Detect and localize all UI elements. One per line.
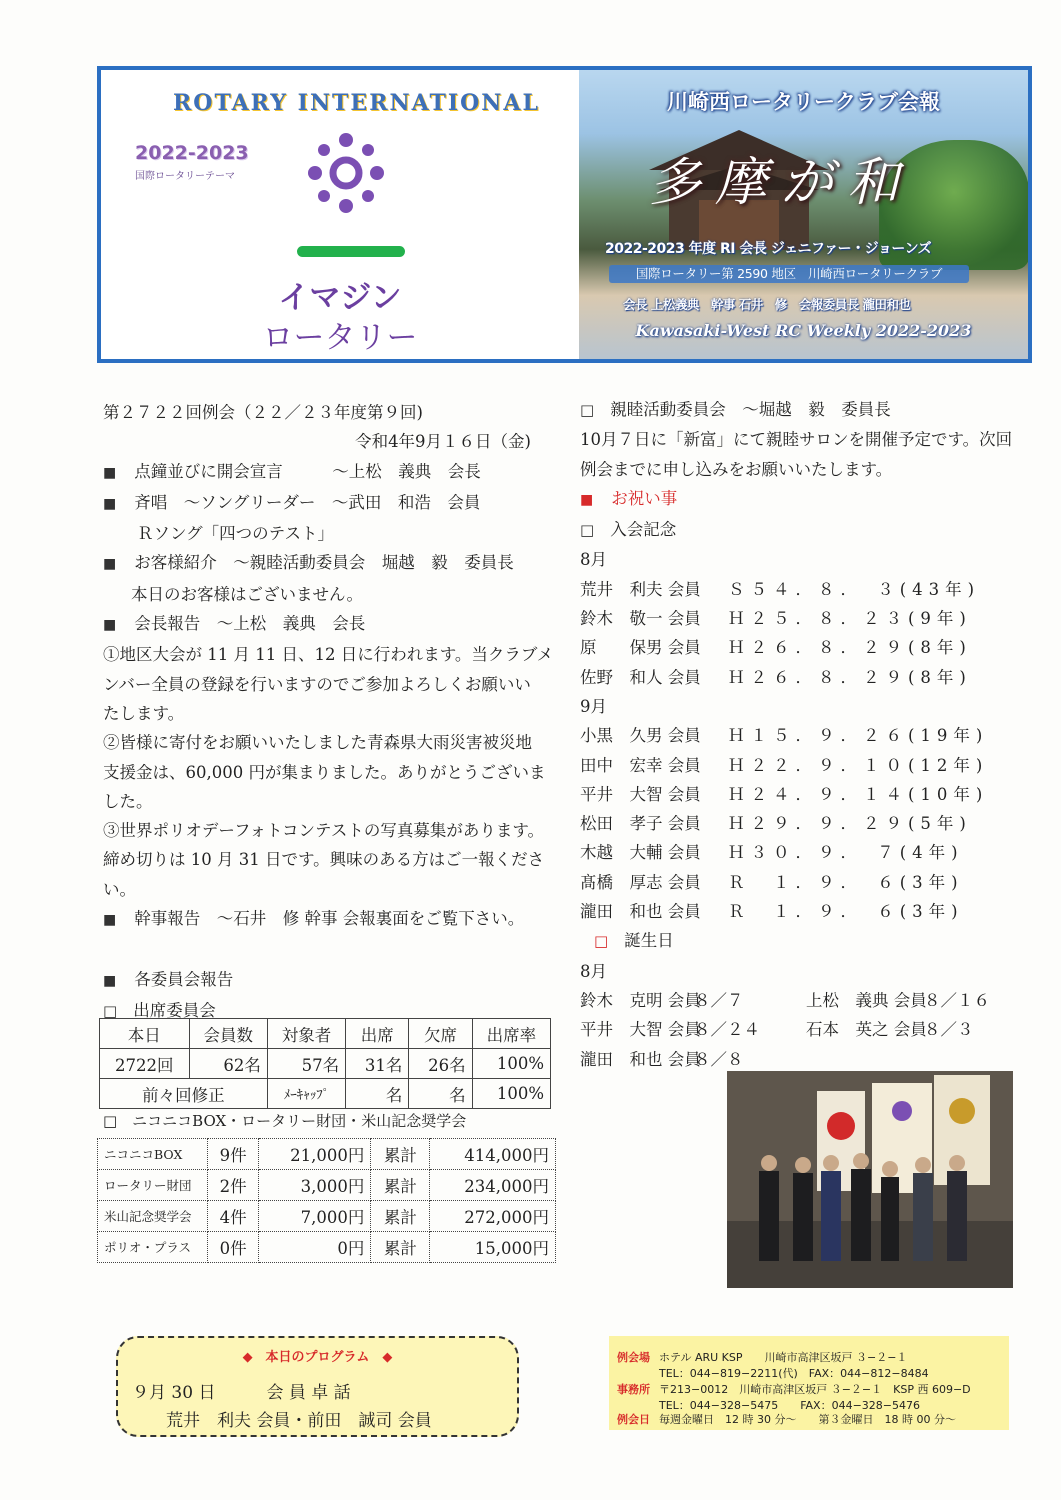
- table-cell: 57名: [267, 1049, 345, 1079]
- meeting-date: 令和4年9月１６日（金): [355, 432, 531, 452]
- table-row: [100, 1079, 551, 1109]
- birthday-heading: □ 誕生日: [580, 926, 1030, 956]
- green-divider: [297, 246, 405, 257]
- celebration-heading: ■ お祝い事: [580, 484, 1030, 515]
- month-label: 8月: [580, 961, 607, 981]
- list-item: [580, 751, 1030, 780]
- list-item: [580, 575, 1030, 604]
- table-header: 出席率: [472, 1019, 550, 1049]
- ri-theme-panel: [101, 70, 579, 359]
- report-line: ③世界ポリオデーフォトコンテストの写真募集があります。: [103, 821, 545, 841]
- birthday-date: ８／７: [694, 990, 744, 1010]
- join-date: Ｈ２４．９．１４(10年): [728, 784, 989, 804]
- list-item: [580, 868, 1030, 897]
- meeting-report: [103, 398, 553, 1026]
- table-cell: 3,000円: [259, 1170, 371, 1201]
- table-cell: 累計: [371, 1139, 430, 1170]
- donation-title: □ ニコニコBOX・ロータリー財団・米山記念奨学会: [103, 1112, 467, 1130]
- anniversary-heading: □ 入会記念: [580, 515, 1030, 545]
- table-cell: 9件: [208, 1139, 259, 1170]
- birthday-date: ８／８: [694, 1049, 744, 1069]
- list-item: [580, 721, 1030, 750]
- table-cell: 米山記念奨学会: [98, 1201, 208, 1232]
- table-cell: 名: [346, 1079, 409, 1109]
- table-cell: 15,000円: [430, 1232, 556, 1263]
- table-cell: 4件: [208, 1201, 259, 1232]
- member-name: 平井 大智 会員: [580, 1020, 701, 1040]
- ri-president-line: 2022-2023 年度 RI 会長 ジェニファー・ジョーンズ: [605, 241, 932, 257]
- report-line: 支援金は、60,000 円が集まりました。ありがとうございま: [103, 762, 546, 782]
- table-cell: 累計: [371, 1232, 430, 1263]
- table-cell: 前々回修正: [100, 1079, 268, 1109]
- agenda-subitem: 本日のお客様はございません。: [131, 584, 363, 604]
- agenda-item: ■ 幹事報告 ～石井 修 幹事 会報裏面をご覧下さい。: [103, 904, 553, 935]
- table-row: [98, 1201, 556, 1232]
- list-item: [580, 838, 1030, 867]
- table-cell: 414,000円: [430, 1139, 556, 1170]
- join-date: Ｈ１５．９．２６(19年): [728, 726, 989, 746]
- table-header: 欠席: [409, 1019, 472, 1049]
- club-banner: [579, 70, 1028, 359]
- member-name: 平井 大智 会員: [580, 784, 701, 804]
- list-item: [580, 1015, 1030, 1044]
- table-cell: 31名: [346, 1049, 409, 1079]
- report-line: した。: [103, 791, 153, 811]
- program-date: ９月 30 日 会 員 卓 話: [132, 1383, 351, 1403]
- table-cell: 2722回: [100, 1049, 190, 1079]
- ri-years: 2022-2023: [135, 142, 249, 164]
- list-item: [580, 986, 1030, 1015]
- program-speakers: 荒井 利夫 会員・前田 誠司 会員: [166, 1411, 432, 1431]
- table-header: 本日: [100, 1019, 190, 1049]
- table-cell: 2件: [208, 1170, 259, 1201]
- table-cell: 累計: [371, 1170, 430, 1201]
- table-cell: 100%: [472, 1079, 550, 1109]
- rotary-heading: ロータリー: [262, 320, 418, 356]
- member-name: 鈴木 敬一 会員: [580, 609, 701, 629]
- member-name: 上松 義典 会員: [806, 990, 927, 1010]
- masthead: [97, 66, 1032, 363]
- agenda-subitem: Ｒソング「四つのテスト」: [137, 524, 335, 544]
- join-date: Ｈ２６．８．２９(8年): [728, 667, 972, 687]
- imagine-heading: イマジン: [278, 280, 402, 316]
- table-cell: 234,000円: [430, 1170, 556, 1201]
- donation-table: [97, 1138, 556, 1263]
- join-date: Ｈ２９．９．２９(5年): [728, 814, 972, 834]
- table-cell: 0件: [208, 1232, 259, 1263]
- month-label: 9月: [580, 696, 607, 716]
- table-cell: ロータリー財団: [98, 1170, 208, 1201]
- ri-title: ROTARY INTERNATIONAL: [173, 90, 540, 116]
- table-row: [98, 1139, 556, 1170]
- table-cell: 7,000円: [259, 1201, 371, 1232]
- birthday-date: ８／２４: [694, 1020, 760, 1040]
- report-line: ①地区大会が 11 月 11 日、12 日に行われます。当クラブメ: [103, 645, 554, 665]
- list-item: [580, 663, 1030, 692]
- member-name: 石本 英之 会員: [806, 1020, 927, 1040]
- table-cell: 累計: [371, 1201, 430, 1232]
- report-line: たします。: [103, 703, 185, 723]
- table-cell: 62名: [189, 1049, 267, 1079]
- member-name: 木越 大輔 会員: [580, 843, 701, 863]
- group-photo-icon: [727, 1071, 1013, 1288]
- agenda-item: ■ 会長報告 ～上松 義典 会長: [103, 609, 553, 640]
- table-cell: 26名: [409, 1049, 472, 1079]
- table-cell: 272,000円: [430, 1201, 556, 1232]
- join-date: Ｈ３０．９． ７(4年): [728, 843, 964, 863]
- join-date: Ｓ５４．８． ３(43年): [728, 579, 981, 599]
- meeting-day-row: 例会日 毎週金曜日 12 時 30 分～ 第３金曜日 18 時 00 分～: [617, 1413, 956, 1426]
- table-header: 会員数: [189, 1019, 267, 1049]
- list-item: [580, 1045, 1030, 1074]
- member-name: 鈴木 克明 会員: [580, 990, 701, 1010]
- table-header: 対象者: [267, 1019, 345, 1049]
- district-line: 国際ロータリー第 2590 地区 川崎西ロータリークラブ: [609, 265, 969, 283]
- club-title: 川崎西ロータリークラブ会報: [667, 90, 940, 114]
- list-item: [580, 897, 1030, 926]
- member-name: 荒井 利夫 会員: [580, 579, 701, 599]
- right-column: [580, 395, 1030, 1074]
- table-cell: 0円: [259, 1232, 371, 1263]
- venue-row: 例会場 ホテル ARU KSP 川崎市高津区坂戸 ３−２−１: [617, 1351, 908, 1364]
- todays-program-box: [116, 1336, 519, 1437]
- venue-tel: TEL：044−819−2211(代) FAX：044−812−8484: [659, 1367, 929, 1380]
- agenda-item: ■ 各委員会報告: [103, 965, 553, 996]
- member-name: 髙橋 厚志 会員: [580, 872, 701, 892]
- member-name: 瀧田 和也 会員: [580, 1049, 701, 1069]
- weekly-title: Kawasaki-West RC Weekly 2022-2023: [635, 321, 972, 340]
- join-date: Ｈ２２．９．１０(12年): [728, 755, 989, 775]
- officers-line: 会長 上松義典 幹事 石井 修 会報委員長 瀧田和也: [623, 297, 911, 312]
- table-cell: ﾒｰｷｬｯﾌﾟ: [267, 1079, 345, 1109]
- agenda-item: ■ 点鐘並びに開会宣言 ～上松 義典 会長: [103, 457, 553, 488]
- ri-theme-label: 国際ロータリーテーマ: [135, 171, 235, 182]
- report-line: 締め切りは 10 月 31 日です。興味のある方はご一報くださ: [103, 850, 545, 870]
- list-item: [580, 809, 1030, 838]
- member-name: 田中 宏幸 会員: [580, 755, 701, 775]
- table-cell: 名: [409, 1079, 472, 1109]
- join-date: Ｒ １．９． ６(3年): [728, 872, 964, 892]
- table-row: [98, 1170, 556, 1201]
- table-row: [100, 1049, 551, 1079]
- club-info-box: [609, 1336, 1009, 1430]
- join-date: Ｒ １．９． ６(3年): [728, 902, 964, 922]
- month-label: 8月: [580, 550, 607, 570]
- list-item: [580, 604, 1030, 633]
- bulletin-name: 多摩が和: [649, 153, 914, 213]
- meeting-number: 第２７２２回例会（２２／２３年度第９回): [103, 403, 423, 422]
- table-cell: 100%: [472, 1049, 550, 1079]
- table-header-row: [100, 1019, 551, 1049]
- member-name: 佐野 和人 会員: [580, 667, 701, 687]
- list-item: [580, 633, 1030, 662]
- table-row: [98, 1232, 556, 1263]
- spacer: [103, 935, 553, 964]
- committee-item: □ 出席委員会: [103, 996, 553, 1026]
- report-line: 10月７日に「新富」にて親睦サロンを開催予定です。次回: [580, 430, 1013, 450]
- committee-item: □ 親睦活動委員会 ～堀越 毅 委員長: [580, 395, 1030, 425]
- office-tel: TEL：044−328−5475 FAX：044−328−5476: [659, 1399, 921, 1412]
- report-line: ンバー全員の登録を行いますのでご参加よろしくお願いい: [103, 674, 531, 694]
- member-name: 原 保男 会員: [580, 638, 701, 658]
- birthday-date: ８／３: [924, 1020, 974, 1040]
- report-line: ②皆様に寄付をお願いいたしました青森県大雨災害被災地: [103, 733, 532, 753]
- agenda-item: ■ お客様紹介 ～親睦活動委員会 堀越 毅 委員長: [103, 548, 553, 579]
- join-date: Ｈ２６．８．２９(8年): [728, 638, 972, 658]
- table-cell: ニコニコBOX: [98, 1139, 208, 1170]
- member-name: 瀧田 和也 会員: [580, 902, 701, 922]
- report-line: 例会までに申し込みをお願いいたします。: [580, 459, 893, 479]
- office-row: 事務所 〒213−0012 川崎市高津区坂戸 ３−２−１ KSP 西 609−D: [617, 1383, 971, 1396]
- program-title: ◆ 本日のプログラム ◆: [242, 1350, 393, 1365]
- table-header: 出席: [346, 1019, 409, 1049]
- report-line: い。: [103, 879, 136, 899]
- member-name: 松田 孝子 会員: [580, 814, 701, 834]
- join-date: Ｈ２５．８．２３(9年): [728, 609, 972, 629]
- table-cell: ポリオ・プラス: [98, 1232, 208, 1263]
- list-item: [580, 780, 1030, 809]
- agenda-item: ■ 斉唱 ～ソングリーダー ～武田 和浩 会員: [103, 488, 553, 519]
- table-cell: 21,000円: [259, 1139, 371, 1170]
- attendance-table: [99, 1018, 551, 1109]
- birthday-date: ８／１６: [924, 990, 990, 1010]
- member-name: 小黒 久男 会員: [580, 726, 701, 746]
- imagine-rotary-logo-icon: [306, 128, 386, 218]
